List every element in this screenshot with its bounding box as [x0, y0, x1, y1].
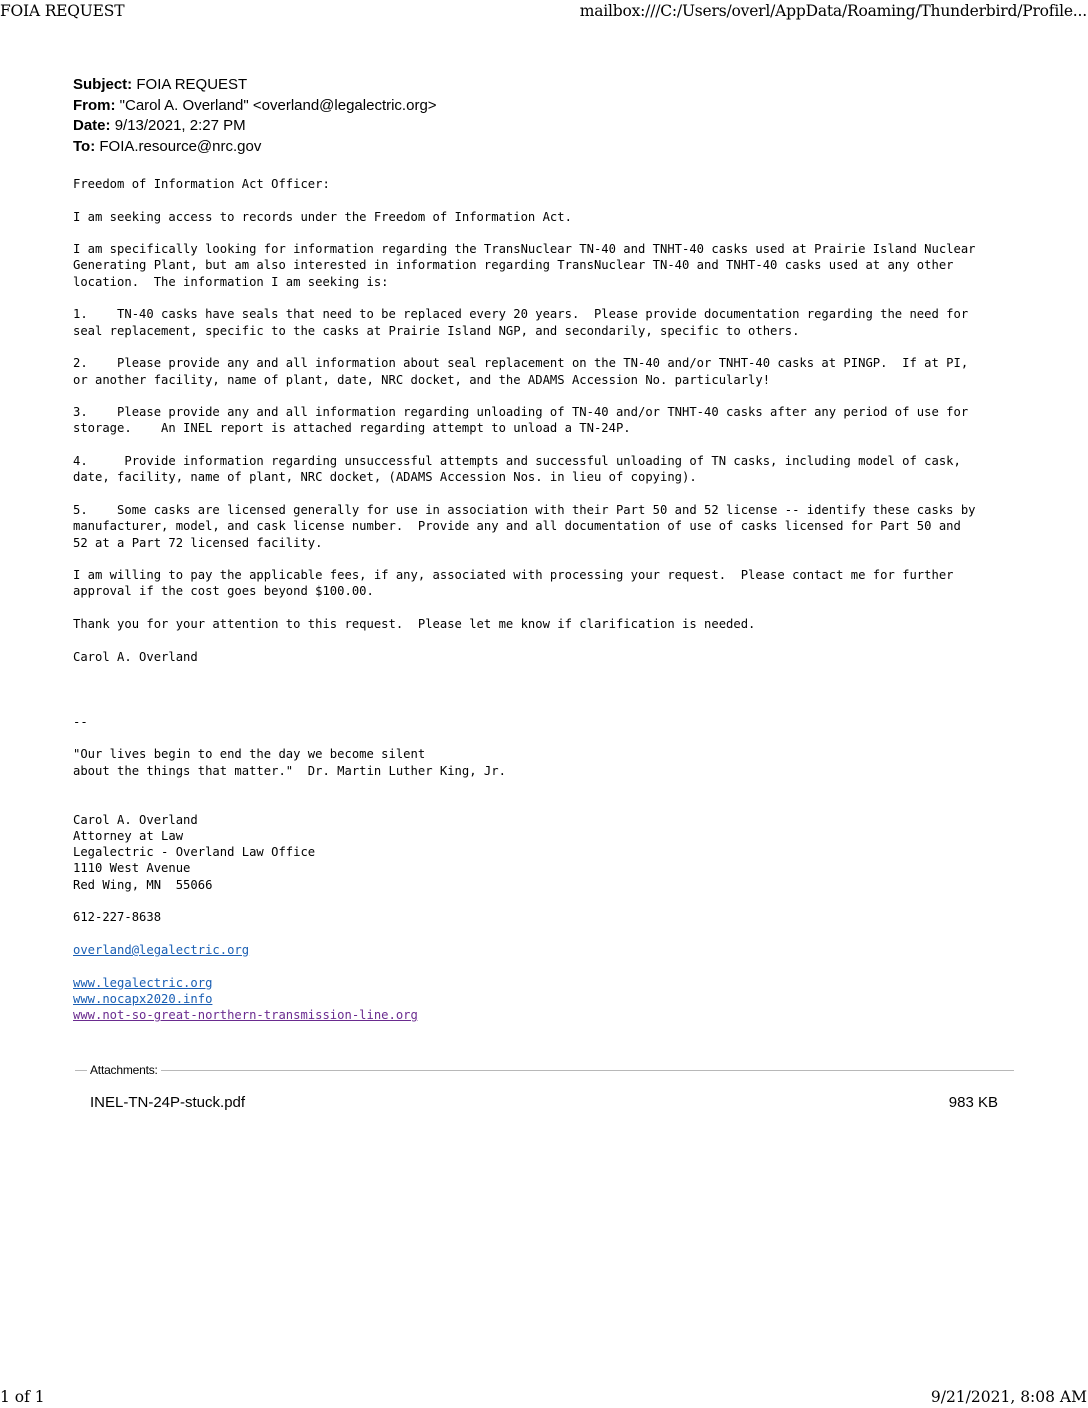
signature-separator: -- — [73, 714, 88, 729]
subject-row — [73, 75, 437, 96]
attachments-label: Attachments: — [87, 1063, 161, 1077]
request-item-2: 2. Please provide any and all information about seal replacement on the TN-40 and/or TNHT-40 casks at PINGP. If at PI, or another facility, name of plant, date, NRC docket, and the ADAMS Accession No. particularly! — [73, 356, 969, 387]
attachment-filename[interactable]: INEL-TN-24P-stuck.pdf — [90, 1094, 246, 1111]
print-footer-datetime: 9/21/2021, 8:08 AM — [930, 1388, 1087, 1406]
signature-phone: 612-227-8638 — [73, 910, 162, 925]
request-item-1: 1. TN-40 casks have seals that need to be replaced every 20 years. Please provide documentation regarding the need for seal replacement, specific to the casks at Prairie Island NGP, and secondarily, specific to others. — [73, 307, 969, 338]
context-paragraph: I am specifically looking for information regarding the TransNuclear TN-40 and TNHT-40 casks used at Prairie Island Nuclear Generating Plant, but am also interested in information regarding TransNuclear TN-40 and TNHT-40 casks used at any other location. The information I am seeking is: — [73, 242, 976, 289]
from-label: From: — [73, 96, 116, 114]
message-headers — [73, 75, 437, 157]
attachments-divider — [75, 1070, 1014, 1071]
subject-value: FOIA REQUEST — [136, 76, 248, 93]
signature-address: Carol A. Overland Attorney at Law Legalectric - Overland Law Office 1110 West Avenue Red Wing, MN 55066 — [73, 812, 316, 892]
date-value: 9/13/2021, 2:27 PM — [114, 117, 246, 134]
to-row — [73, 137, 437, 158]
attachment-size: 983 KB — [948, 1094, 998, 1111]
date-label: Date: — [73, 117, 111, 134]
request-item-4: 4. Provide information regarding unsuccessful attempts and successful unloading of TN casks, including model of cask, date, facility, name of plant, NRC docket, (ADAMS Accession Nos. in lieu of copying). — [73, 454, 961, 485]
print-header-title: FOIA REQUEST — [0, 2, 125, 20]
from-row — [73, 96, 437, 117]
subject-label: Subject: — [73, 76, 133, 93]
signature-quote: "Our lives begin to end the day we become silent about the things that matter." Dr. Martin Luther King, Jr. — [73, 747, 506, 778]
salutation: Freedom of Information Act Officer: — [73, 177, 330, 191]
request-item-3: 3. Please provide any and all information regarding unloading of TN-40 and/or TNHT-40 casks after any period of use for storage. An INEL report is attached regarding attempt to unload a TN-24P. — [73, 405, 969, 436]
message-body — [73, 176, 1033, 1023]
fees-paragraph: I am willing to pay the applicable fees, if any, associated with processing your request. Please contact me for further approval if the cost goes beyond $100.00. — [73, 568, 954, 599]
link-legalectric[interactable]: www.legalectric.org — [73, 975, 213, 990]
signature-email-link[interactable]: overland@legalectric.org — [73, 942, 250, 957]
date-row — [73, 116, 437, 137]
link-not-so-great-northern[interactable]: www.not-so-great-northern-transmission-line.org — [73, 1008, 418, 1023]
print-footer-page: 1 of 1 — [0, 1388, 45, 1406]
signoff: Carol A. Overland — [73, 649, 198, 664]
thanks-paragraph: Thank you for your attention to this request. Please let me know if clarification is needed. — [73, 617, 756, 632]
intro-paragraph: I am seeking access to records under the Freedom of Information Act. — [73, 209, 572, 224]
attachment-item[interactable] — [90, 1094, 998, 1111]
to-value: FOIA.resource@nrc.gov — [99, 137, 262, 155]
request-item-5: 5. Some casks are licensed generally for use in association with their Part 50 and 52 license -- identify these casks by manufacturer, model, and cask license number. Provide any and all documentation of use of casks licensed for Part 50 and 52 at a Part 72 licensed facility. — [73, 502, 976, 550]
to-label: To: — [73, 137, 96, 155]
from-value: "Carol A. Overland" <overland@legalectric.org> — [119, 96, 437, 114]
print-header-url: mailbox:///C:/Users/overl/AppData/Roaming/Thunderbird/Profile... — [579, 2, 1087, 20]
link-nocapx2020[interactable]: www.nocapx2020.info — [73, 991, 213, 1006]
